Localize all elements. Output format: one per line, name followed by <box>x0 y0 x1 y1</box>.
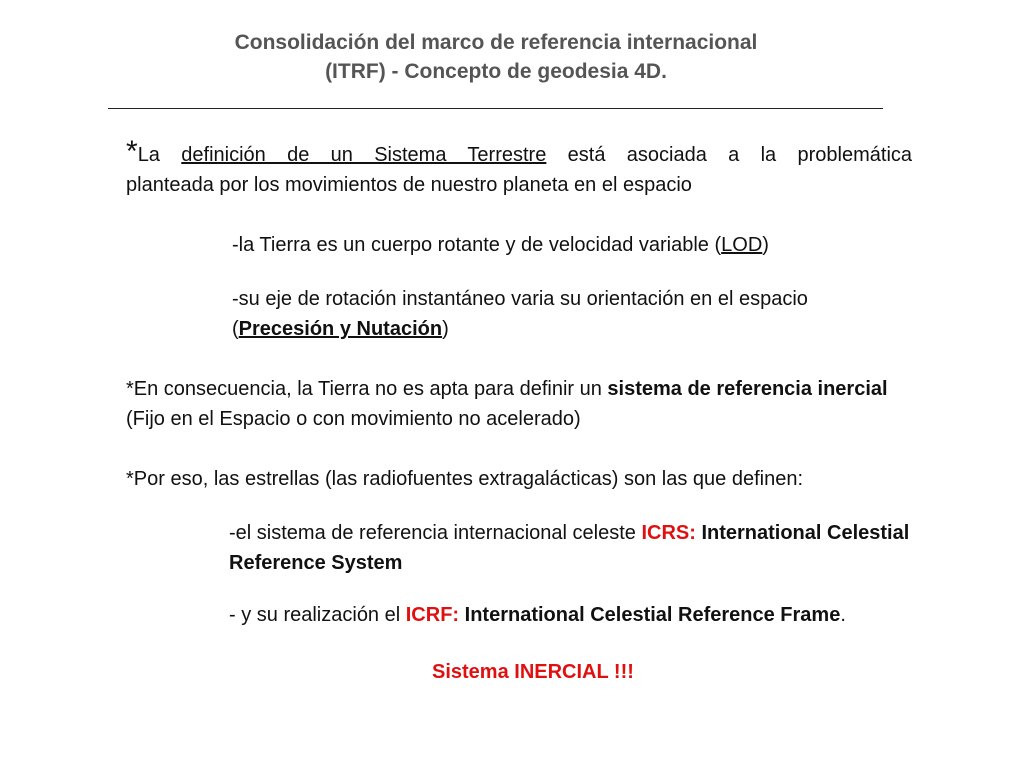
paragraph-consecuencia <box>126 374 912 434</box>
item-icrf <box>229 600 949 630</box>
icrs-label: ICRS: <box>641 522 696 544</box>
text-fijo-espacio: (Fijo en el Espacio o con movimiento no acelerado) <box>126 408 581 430</box>
item-close-paren: ) <box>442 318 449 340</box>
paragraph-line-1 <box>126 137 912 170</box>
item-text: -el sistema de referencia internacional celeste <box>229 522 642 544</box>
lod-underlined: LOD <box>721 234 763 256</box>
item-close-paren: ) <box>762 234 769 256</box>
item-icrs <box>229 518 919 578</box>
item-text: -su eje de rotación instantáneo varia su orientación en el espacio ( <box>232 288 808 340</box>
icrf-label: ICRF: <box>405 604 460 626</box>
text-asociada: está asociada a la problemática <box>567 144 913 166</box>
paragraph-por-eso: *Por eso, las estrellas (las radiofuentes extragalácticas) son las que definen: <box>126 468 804 490</box>
title-divider <box>108 108 883 109</box>
item-period: . <box>840 604 846 626</box>
sistema-referencia-inercial: sistema de referencia inercial <box>607 378 888 400</box>
bullet-star: * <box>126 135 138 168</box>
text-consecuencia: *En consecuencia, la Tierra no es apta para definir un <box>126 378 608 400</box>
item-tierra-rotante <box>232 230 912 260</box>
paragraph-sistema-terrestre <box>126 137 912 200</box>
icrf-full-name: International Celestial Reference Frame <box>459 604 841 626</box>
item-eje-rotacion <box>232 284 822 344</box>
item-text: - y su realización el <box>229 604 406 626</box>
text-la: La <box>137 144 160 166</box>
paragraph-line-2: planteada por los movimientos de nuestro planeta en el espacio <box>126 174 692 196</box>
sistema-inercial-callout: Sistema INERCIAL !!! <box>432 661 634 683</box>
page-title-line-1: Consolidación del marco de referencia internacional <box>234 31 758 54</box>
definicion-underlined: definición de un Sistema Terrestre <box>181 144 547 166</box>
precesion-underlined: Precesión y Nutación <box>238 318 443 340</box>
item-text: -la Tierra es un cuerpo rotante y de velocidad variable ( <box>232 234 722 256</box>
icrs-full-name: International Celestial Reference System <box>229 522 910 574</box>
page-title-line-2: (ITRF) - Concepto de geodesia 4D. <box>325 60 667 83</box>
